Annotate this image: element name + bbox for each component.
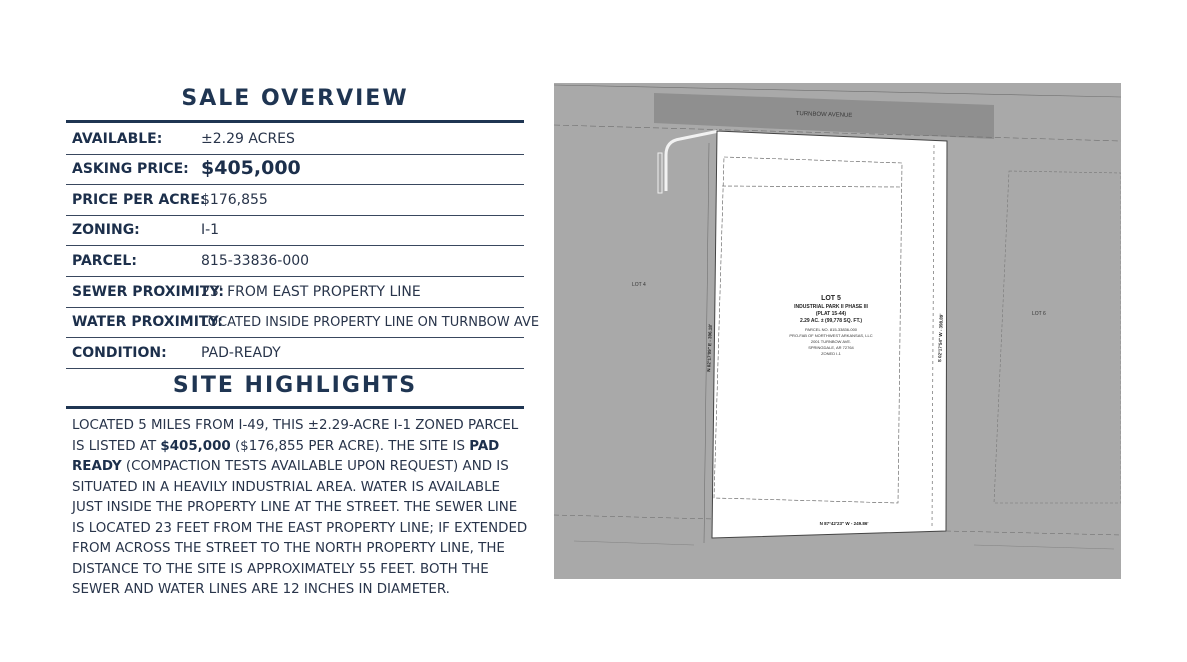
row-value: 815-33836-000 [201, 253, 310, 269]
row-water-proximity [66, 307, 540, 338]
lot5-line: (PLAT 15-44) [815, 311, 847, 317]
lot5-line: 2.29 AC. ± (99,778 SQ. FT.) [799, 318, 863, 324]
lot5-label: LOT 5 [821, 295, 841, 302]
row-value: 23' FROM EAST PROPERTY LINE [201, 284, 421, 300]
owner-line: PARCEL NO. 815-33836-000 [804, 327, 858, 332]
row-value: $405,000 [201, 157, 301, 179]
row-asking-price [66, 154, 524, 185]
west-bearing-label: N 02°17'09" E - 396.18' [706, 324, 713, 372]
lot-line-southeast [946, 531, 1121, 535]
row-condition [66, 338, 524, 369]
row-label: PRICE PER ACRE: [72, 192, 206, 208]
row-sewer-proximity [66, 277, 524, 308]
row-label: CONDITION: [72, 345, 167, 361]
row-label: PARCEL: [72, 253, 137, 269]
owner-line: 2001 TURNBOW AVE. [810, 339, 852, 344]
row-value: PAD-READY [201, 345, 281, 361]
curb-line [666, 131, 719, 191]
lot6-label: LOT 6 [1032, 311, 1046, 317]
east-bearing-label: S 02°17'54" W - 398.89' [937, 313, 944, 363]
row-value: I-1 [201, 222, 220, 238]
owner-line: PRO-FAB OF NORTHWEST ARKANSAS, LLC [789, 333, 873, 338]
row-price-per-acre [66, 185, 524, 216]
lot5-line: INDUSTRIAL PARK II PHASE III [794, 304, 868, 310]
row-value: LOCATED INSIDE PROPERTY LINE ON TURNBOW AVE [201, 315, 540, 330]
south-bearing-label: N 87°42'23" W - 249.86' [819, 521, 869, 526]
adjoiner-line [574, 541, 694, 545]
adjoiner-line [974, 545, 1114, 549]
row-label: ASKING PRICE: [72, 161, 189, 177]
sale-overview-title: SALE OVERVIEW [181, 86, 409, 111]
plat-map-image [554, 83, 1121, 579]
title-rule [66, 406, 524, 409]
owner-line: SPRINGDALE, AR 72764 [808, 345, 854, 350]
drive-curb [658, 153, 662, 193]
site-description: LOCATED 5 MILES FROM I-49, THIS ±2.29-ACRE I-1 ZONED PARCEL IS LISTED AT $405,000 ($176,855 PER ACRE). THE SITE IS PAD READY (COMPACTION TESTS AVAILABLE UPON REQUEST) AND IS SITUATED IN A HEAVILY INDUSTRIAL AREA. WATER IS AVAILABLE JUST INSIDE THE PROPERTY LINE AT THE STREET. THE SEWER LINE IS LOCATED 23 FEET FROM THE EAST PROPERTY LINE; IF EXTENDED FROM ACROSS THE STREET TO THE NORTH PROPERTY LINE, THE DISTANCE TO THE SITE IS APPROXIMATELY 55 FEET. BOTH THE SEWER AND WATER LINES ARE 12 INCHES IN DIAMETER. [72, 418, 528, 597]
row-label: AVAILABLE: [72, 131, 163, 147]
row-label: ZONING: [72, 222, 140, 238]
pad-ready-highlight: PAD READY [72, 438, 500, 474]
row-zoning [66, 215, 524, 246]
row-value: ±2.29 ACRES [201, 131, 295, 147]
row-label: SEWER PROXIMITY: [72, 284, 224, 300]
owner-line: ZONED I-1 [821, 351, 841, 356]
title-rule [66, 120, 524, 123]
lot4-label: LOT 4 [632, 282, 646, 288]
row-parcel [66, 246, 524, 277]
lot6-outline [994, 171, 1121, 503]
row-available [66, 124, 524, 155]
lot-line-southwest [554, 515, 714, 519]
street-edge-line [554, 85, 1121, 97]
row-label: WATER PROXIMITY: [72, 314, 223, 330]
row-value: $176,855 [201, 192, 268, 208]
site-highlights-title: SITE HIGHLIGHTS [172, 373, 418, 398]
street-label: TURNBOW AVENUE [795, 111, 853, 119]
price-highlight: $405,000 [160, 438, 231, 454]
